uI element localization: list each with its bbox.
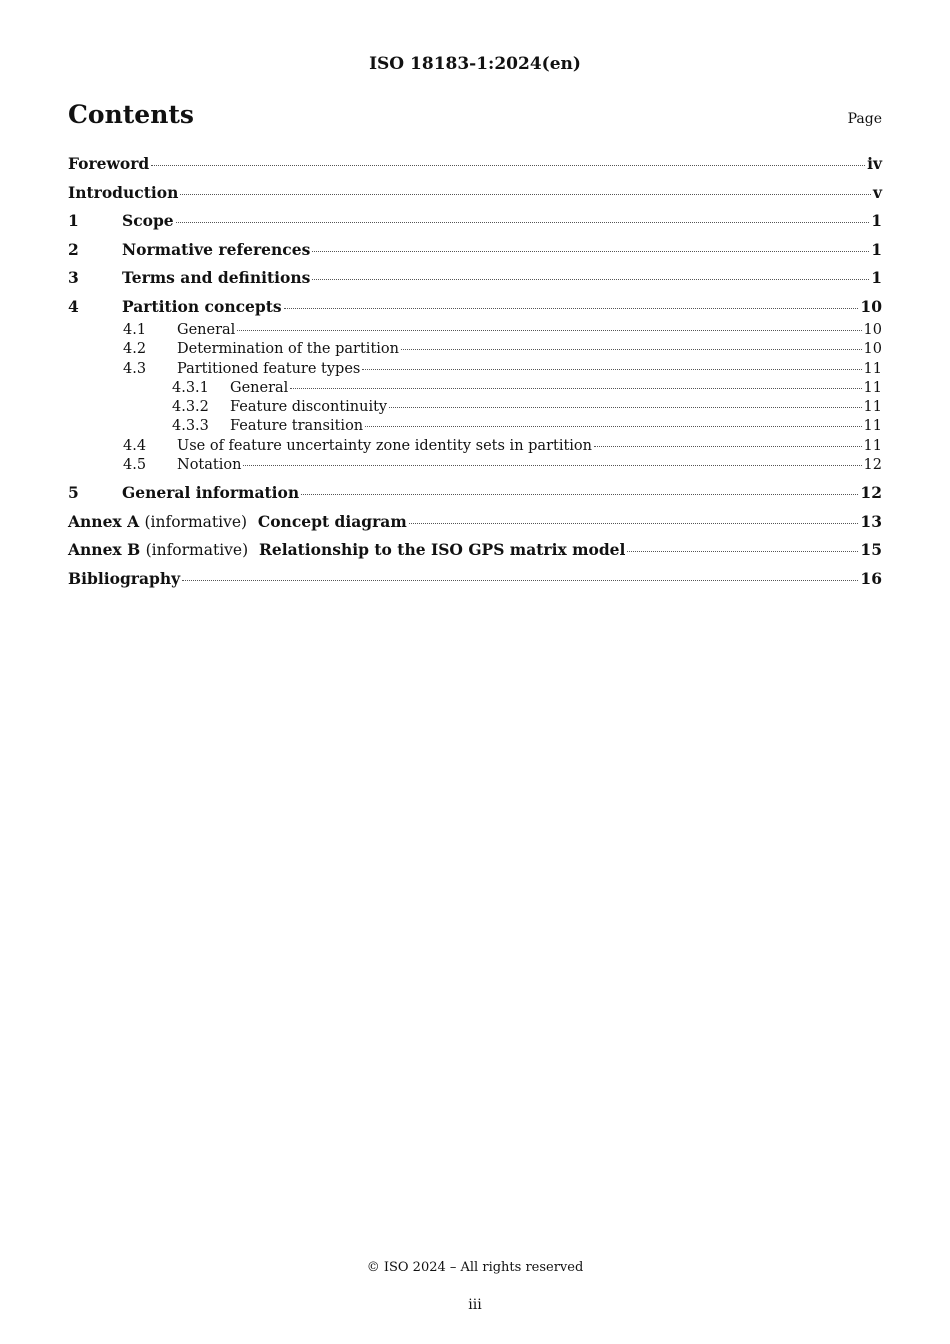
toc-entry-number: 1	[68, 211, 79, 230]
toc-entry-title	[68, 508, 407, 537]
toc-entry-number: 4.2	[123, 341, 147, 358]
toc-entry-normative-references[interactable]	[68, 236, 882, 265]
toc-entry-title	[68, 536, 625, 565]
toc-entry-foreword[interactable]	[68, 150, 882, 179]
toc-entry-4-4-uncertainty-zone[interactable]	[68, 437, 882, 456]
leader-dots	[312, 251, 869, 252]
toc-entry-number: 4.3.1	[172, 379, 209, 396]
toc-entry-page: 1	[871, 268, 882, 287]
toc-entry-page: 11	[863, 399, 882, 416]
page-column-label: Page	[847, 111, 882, 127]
annex-label: Annex A	[68, 511, 140, 531]
toc-entry-page: 11	[863, 360, 882, 377]
leader-dots	[401, 349, 862, 350]
leader-dots	[312, 279, 869, 280]
toc-entry-4-5-notation[interactable]	[68, 456, 882, 475]
toc-entry-title: Scope	[122, 211, 174, 230]
annex-qualifier: (informative)	[145, 541, 249, 560]
annex-qualifier: (informative)	[144, 512, 248, 531]
toc-entry-title: Feature discontinuity	[230, 399, 388, 416]
toc-entry-title: Notation	[177, 457, 242, 474]
leader-dots	[290, 388, 861, 389]
annex-title: Concept diagram	[257, 511, 407, 531]
toc-entry-title: Feature transition	[230, 418, 364, 435]
toc-entry-4-3-2-feature-discontinuity[interactable]	[68, 398, 882, 417]
toc-entry-introduction[interactable]	[68, 179, 882, 208]
contents-title: Contents	[68, 100, 195, 129]
toc-entry-title: Foreword	[68, 154, 150, 173]
toc-entry-page: 1	[871, 211, 882, 230]
toc-entry-4-2-determination[interactable]	[68, 340, 882, 359]
toc-entry-page: 10	[860, 296, 882, 316]
toc-entry-general-information[interactable]	[68, 479, 882, 508]
toc-entry-title: Terms and definitions	[122, 268, 311, 287]
leader-dots	[180, 194, 871, 195]
toc-entry-annex-b[interactable]	[68, 536, 882, 565]
toc-entry-page: v	[872, 182, 882, 202]
toc-entry-number: 2	[68, 239, 79, 259]
leader-dots	[365, 426, 861, 427]
toc-entry-number: 4.5	[123, 457, 147, 474]
leader-dots	[151, 165, 865, 166]
leader-dots	[362, 369, 861, 370]
toc-entry-number: 4	[68, 296, 79, 316]
toc-entry-number: 4.1	[123, 322, 147, 338]
leader-dots	[284, 308, 859, 309]
toc-entry-title: Normative references	[122, 239, 311, 259]
leader-dots	[176, 222, 870, 223]
toc-entry-page: 15	[860, 540, 882, 560]
toc-entry-4-3-3-feature-transition[interactable]	[68, 417, 882, 436]
contents-header	[68, 100, 882, 129]
toc-entry-page: 10	[863, 322, 882, 338]
toc-entry-number: 5	[68, 483, 79, 503]
leader-dots	[627, 551, 858, 552]
toc-entry-title: General information	[122, 483, 300, 503]
leader-dots	[594, 446, 862, 447]
toc-entry-bibliography[interactable]	[68, 565, 882, 594]
toc-entry-title: General	[177, 322, 236, 338]
toc-entry-title: Introduction	[68, 182, 179, 202]
toc-entry-page: 11	[863, 379, 882, 396]
toc-entry-title: Partition concepts	[122, 296, 282, 316]
toc-entry-4-3-partitioned-feature-types[interactable]	[68, 360, 882, 379]
toc-entry-number: 4.3.2	[172, 399, 209, 416]
toc-entry-page: 10	[863, 341, 882, 358]
toc-entry-number: 4.3	[123, 360, 147, 377]
toc-entry-page: 11	[863, 418, 882, 435]
toc-entry-terms-and-definitions[interactable]	[68, 264, 882, 293]
leader-dots	[389, 407, 861, 408]
page-number: iii	[468, 1297, 482, 1313]
toc-entry-title: General	[230, 379, 289, 396]
toc-entry-page: iv	[867, 154, 882, 173]
toc-entry-4-1-general[interactable]	[68, 321, 882, 340]
toc-entry-page: 1	[871, 239, 882, 259]
annex-title: Relationship to the ISO GPS matrix model	[258, 540, 626, 560]
toc-entry-page: 12	[863, 457, 882, 474]
leader-dots	[182, 580, 858, 581]
toc-entry-page: 11	[863, 437, 882, 454]
toc-entry-number: 4.3.3	[172, 418, 209, 435]
copyright-notice: © ISO 2024 – All rights reserved	[366, 1260, 584, 1275]
leader-dots	[237, 330, 861, 331]
leader-dots	[243, 465, 861, 466]
toc-entry-page: 16	[860, 568, 882, 588]
toc-entry-annex-a[interactable]	[68, 508, 882, 537]
table-of-contents	[68, 150, 882, 593]
toc-entry-4-3-1-general[interactable]	[68, 379, 882, 398]
toc-entry-number: 4.4	[123, 437, 147, 454]
leader-dots	[301, 494, 858, 495]
leader-dots	[409, 523, 859, 524]
toc-entry-title: Bibliography	[68, 568, 181, 588]
toc-entry-page: 13	[860, 511, 882, 531]
annex-label: Annex B	[68, 540, 141, 560]
toc-entry-scope[interactable]	[68, 207, 882, 236]
toc-entry-title: Determination of the partition	[177, 341, 399, 358]
toc-entry-number: 3	[68, 268, 79, 287]
toc-entry-partition-concepts[interactable]	[68, 293, 882, 322]
document-id: ISO 18183-1:2024(en)	[369, 54, 581, 74]
toc-entry-page: 12	[860, 483, 882, 503]
toc-entry-title: Use of feature uncertainty zone identity sets in partition	[177, 437, 592, 454]
toc-entry-title: Partitioned feature types	[177, 360, 361, 377]
